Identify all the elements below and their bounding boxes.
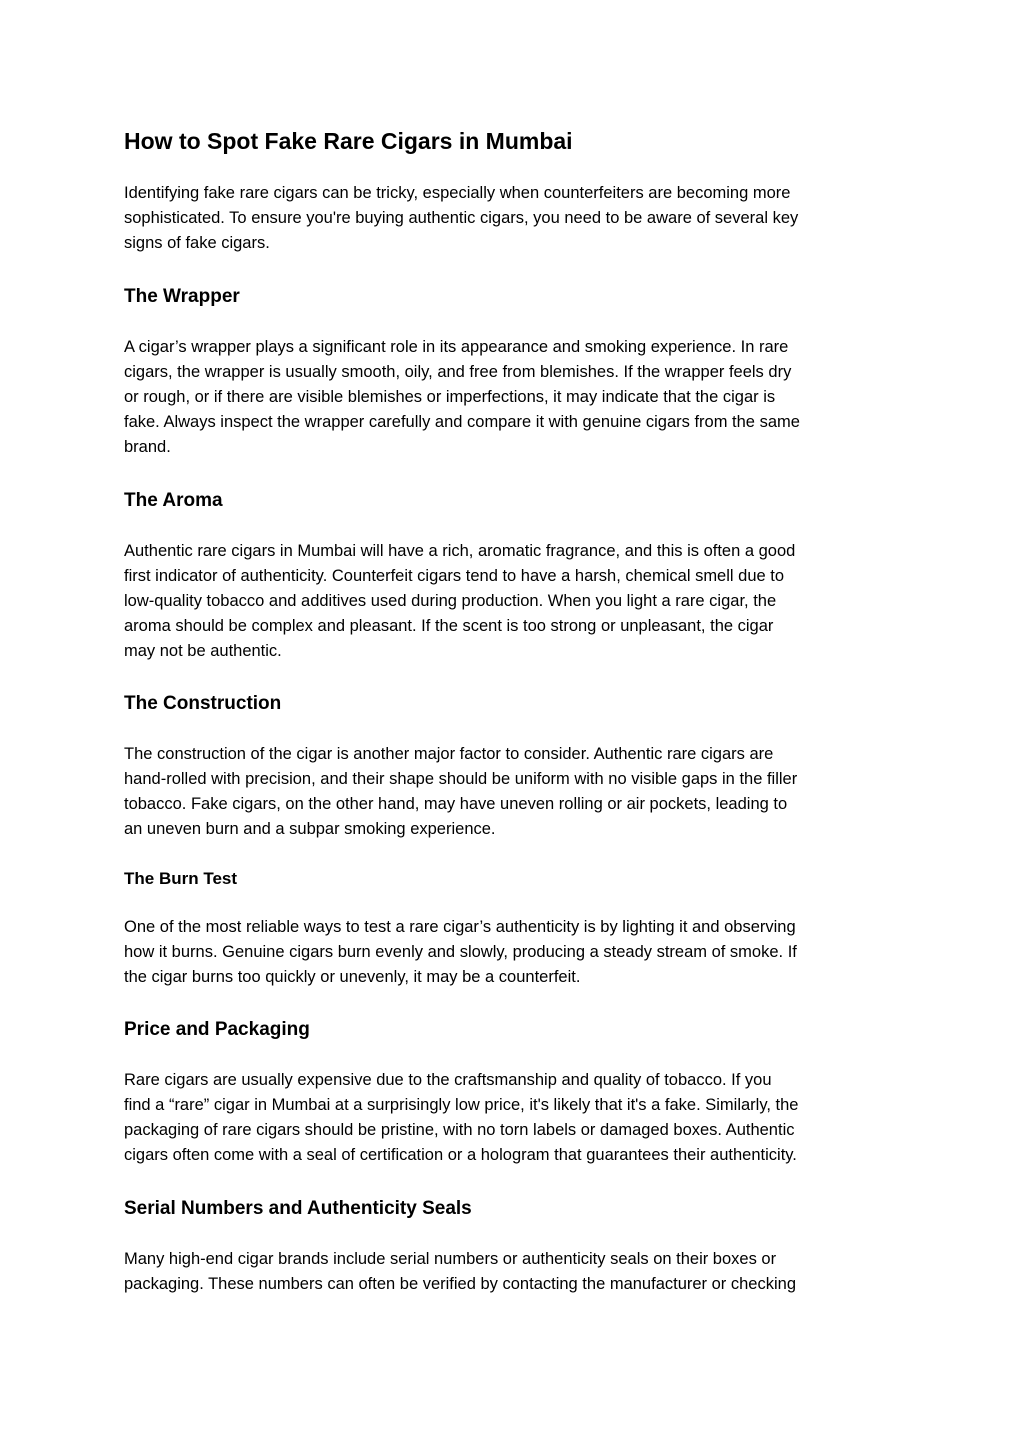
section-heading-burn-test: The Burn Test: [124, 869, 238, 888]
paragraph-line: packaging of rare cigars should be pristine, with no torn labels or damaged boxes. Authentic: [124, 1121, 795, 1139]
page-title: How to Spot Fake Rare Cigars in Mumbai: [124, 128, 573, 154]
paragraph-line: first indicator of authenticity. Counterfeit cigars tend to have a harsh, chemical smell due to: [124, 567, 785, 585]
paragraph-line: A cigar’s wrapper plays a significant role in its appearance and smoking experience. In rare: [124, 338, 789, 356]
paragraph-line: The construction of the cigar is another major factor to consider. Authentic rare cigars are: [124, 745, 774, 763]
paragraph-line: aroma should be complex and pleasant. If the scent is too strong or unpleasant, the cigar: [124, 617, 774, 635]
section-heading-serial-numbers: Serial Numbers and Authenticity Seals: [124, 1198, 472, 1219]
paragraph-line: packaging. These numbers can often be verified by contacting the manufacturer or checking: [124, 1275, 797, 1293]
section-paragraph-serial-numbers: [124, 1247, 904, 1297]
section-heading-wrapper: The Wrapper: [124, 286, 240, 307]
paragraph-line: the cigar burns too quickly or unevenly, it may be a counterfeit.: [124, 968, 581, 986]
paragraph-line: cigars, the wrapper is usually smooth, oily, and free from blemishes. If the wrapper feels dry: [124, 363, 792, 381]
paragraph-line: Many high-end cigar brands include serial numbers or authenticity seals on their boxes or: [124, 1250, 777, 1268]
paragraph-line: an uneven burn and a subpar smoking experience.: [124, 820, 496, 838]
section-paragraph-construction: [124, 742, 904, 842]
paragraph-line: brand.: [124, 438, 171, 456]
paragraph-line: sophisticated. To ensure you're buying authentic cigars, you need to be aware of several key: [124, 209, 799, 227]
paragraph-line: Identifying fake rare cigars can be tricky, especially when counterfeiters are becoming more: [124, 184, 791, 202]
section-paragraph-price-packaging: [124, 1068, 904, 1168]
paragraph-line: cigars often come with a seal of certification or a hologram that guarantees their authenticity.: [124, 1146, 797, 1164]
paragraph-line: how it burns. Genuine cigars burn evenly and slowly, producing a steady stream of smoke. If: [124, 943, 797, 961]
paragraph-line: find a “rare” cigar in Mumbai at a surprisingly low price, it's likely that it's a fake. Similarly, the: [124, 1096, 799, 1114]
section-heading-price-packaging: Price and Packaging: [124, 1019, 310, 1040]
section-paragraph-wrapper: [124, 335, 904, 460]
intro-paragraph: [124, 181, 904, 256]
section-heading-construction: The Construction: [124, 693, 282, 714]
section-heading-aroma: The Aroma: [124, 490, 223, 511]
paragraph-line: or rough, or if there are visible blemishes or imperfections, it may indicate that the cigar is: [124, 388, 776, 406]
paragraph-line: fake. Always inspect the wrapper carefully and compare it with genuine cigars from the same: [124, 413, 800, 431]
paragraph-line: may not be authentic.: [124, 642, 282, 660]
section-paragraph-aroma: [124, 539, 904, 664]
section-paragraph-burn-test: [124, 915, 904, 990]
paragraph-line: low-quality tobacco and additives used during production. When you light a rare cigar, the: [124, 592, 777, 610]
paragraph-line: signs of fake cigars.: [124, 234, 270, 252]
paragraph-line: Rare cigars are usually expensive due to the craftsmanship and quality of tobacco. If you: [124, 1071, 772, 1089]
paragraph-line: Authentic rare cigars in Mumbai will have a rich, aromatic fragrance, and this is often a good: [124, 542, 796, 560]
paragraph-line: One of the most reliable ways to test a rare cigar’s authenticity is by lighting it and observing: [124, 918, 796, 936]
paragraph-line: tobacco. Fake cigars, on the other hand, may have uneven rolling or air pockets, leading to: [124, 795, 788, 813]
paragraph-line: hand-rolled with precision, and their shape should be uniform with no visible gaps in the filler: [124, 770, 798, 788]
